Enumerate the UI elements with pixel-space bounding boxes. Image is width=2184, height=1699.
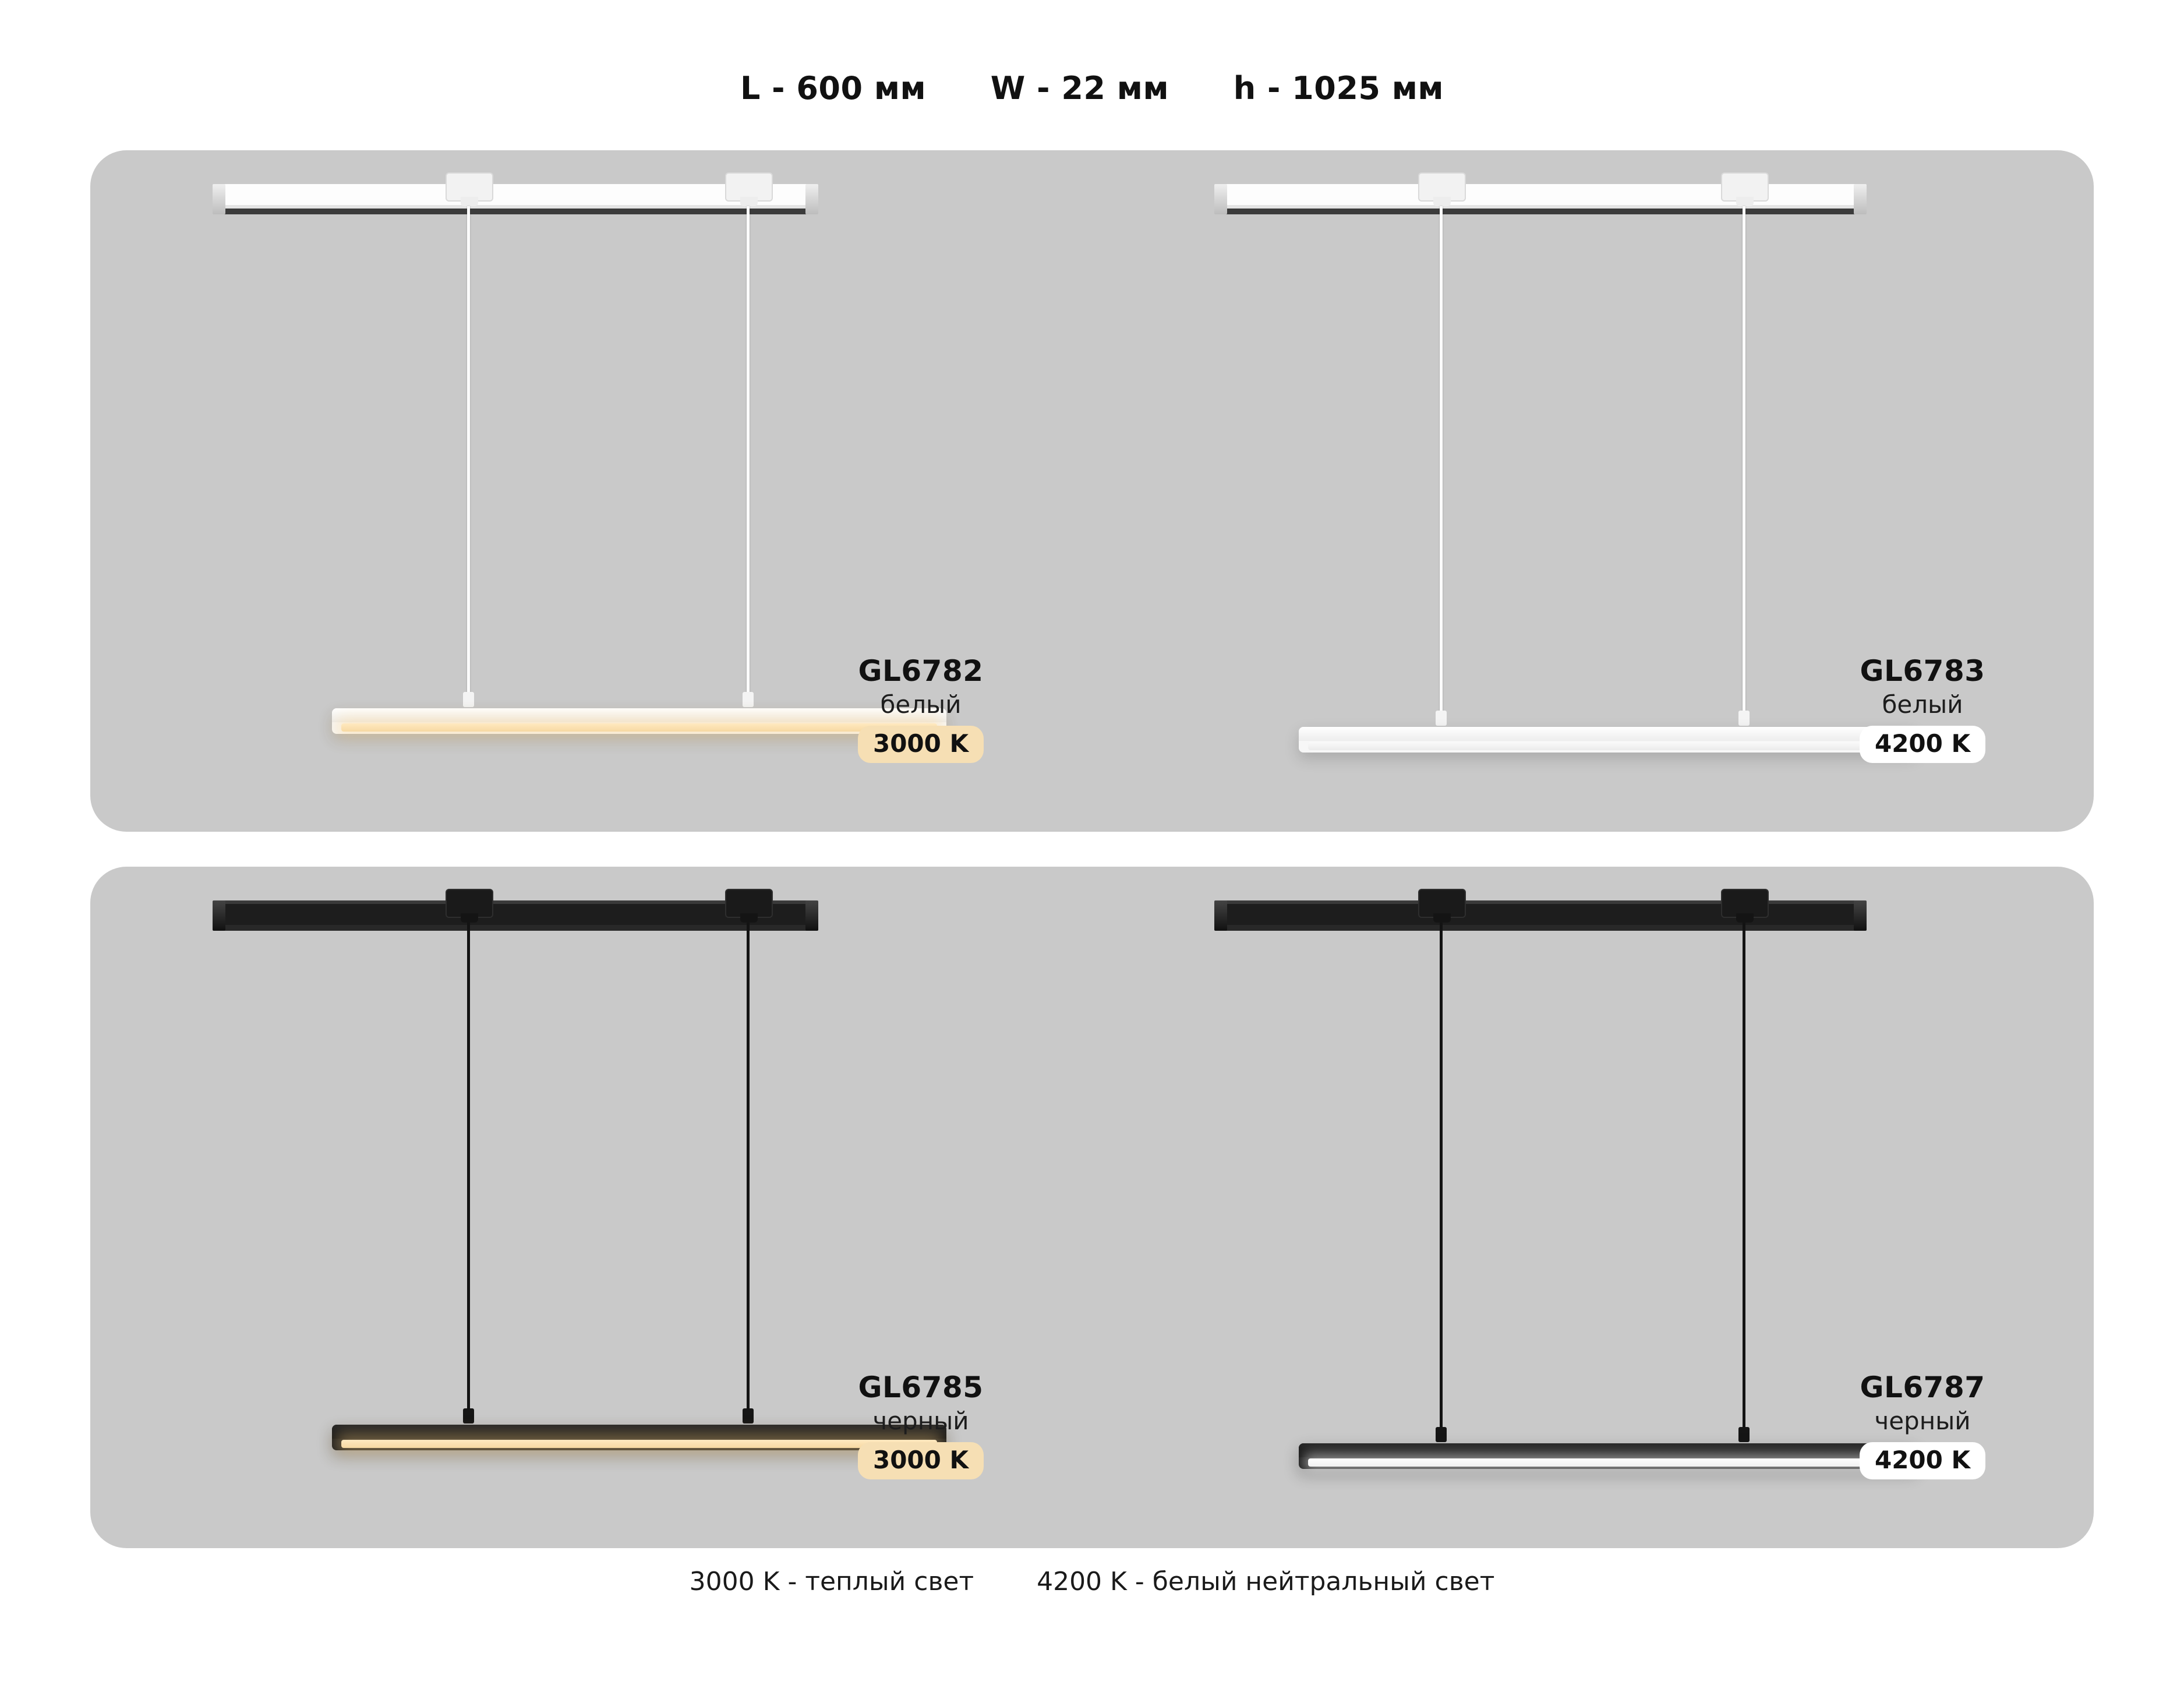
rail-underside	[218, 925, 812, 931]
product-cell-gl6785	[90, 867, 1092, 1548]
product-cell-gl6783	[1092, 150, 2094, 832]
cord-end-cap	[1436, 1427, 1447, 1442]
product-label-gl6785	[810, 1372, 1031, 1479]
suspension-cord	[1743, 923, 1745, 1429]
rail-underside	[1220, 209, 1861, 214]
rail-body	[218, 900, 812, 925]
suspension-cord	[747, 206, 750, 694]
panel-black-products	[90, 867, 2094, 1548]
suspension-cord	[1440, 923, 1443, 1429]
dimension-length: L - 600 мм	[740, 70, 927, 107]
product-code: GL6783	[1860, 654, 1985, 688]
track-rail-black	[218, 900, 812, 933]
track-adapter	[1721, 889, 1769, 918]
cord-end-cap	[743, 1408, 754, 1424]
product-label-gl6787	[1812, 1372, 2033, 1479]
cord-end-cap	[1738, 711, 1750, 726]
suspension-cord	[467, 923, 470, 1411]
product-code: GL6785	[858, 1370, 984, 1404]
legend-warm: 3000 K - теплый свет	[689, 1567, 974, 1596]
rail-end-cap-right	[805, 184, 818, 214]
track-rail-white	[218, 184, 812, 217]
product-code: GL6787	[1860, 1370, 1985, 1404]
legend	[0, 1567, 2184, 1596]
product-label-gl6782	[810, 655, 1031, 763]
suspension-cord	[1743, 206, 1745, 713]
track-adapter	[1721, 172, 1769, 202]
product-label-gl6783	[1812, 655, 2033, 763]
product-color: черный	[1874, 1406, 1971, 1435]
rail-end-cap-left	[213, 900, 225, 931]
cord-end-cap	[463, 1408, 474, 1424]
rail-underside	[1220, 925, 1861, 931]
suspension-cord	[467, 206, 470, 694]
cord-end-cap	[743, 692, 754, 707]
rail-body	[218, 184, 812, 209]
rail-end-cap-left	[213, 184, 225, 214]
track-adapter	[446, 172, 493, 202]
product-panels	[90, 150, 2094, 1548]
rail-end-cap-right	[805, 900, 818, 931]
track-adapter	[1418, 889, 1466, 918]
product-cell-gl6782	[90, 150, 1092, 832]
rail-end-cap-right	[1854, 184, 1867, 214]
product-color: белый	[1882, 690, 1963, 719]
cord-end-cap	[1436, 711, 1447, 726]
cord-end-cap	[1738, 1427, 1750, 1442]
color-temperature-badge: 4200 K	[1860, 1442, 1985, 1479]
track-adapter	[1418, 172, 1466, 202]
track-adapter	[446, 889, 493, 918]
panel-white-products	[90, 150, 2094, 832]
rail-end-cap-left	[1214, 184, 1227, 214]
product-cell-gl6787	[1092, 867, 2094, 1548]
color-temperature-badge: 3000 K	[858, 1442, 984, 1479]
rail-end-cap-right	[1854, 900, 1867, 931]
rail-end-cap-left	[1214, 900, 1227, 931]
product-code: GL6782	[858, 654, 984, 688]
product-color: черный	[872, 1406, 969, 1435]
dimension-width: W - 22 мм	[990, 70, 1169, 107]
track-adapter	[725, 889, 773, 918]
dimension-height: h - 1025 мм	[1233, 70, 1444, 107]
product-color: белый	[880, 690, 962, 719]
cord-end-cap	[463, 692, 474, 707]
legend-cool: 4200 K - белый нейтральный свет	[1037, 1567, 1495, 1596]
suspension-cord	[747, 923, 750, 1411]
track-adapter	[725, 172, 773, 202]
color-temperature-badge: 4200 K	[1860, 726, 1985, 763]
suspension-cord	[1440, 206, 1443, 713]
color-temperature-badge: 3000 K	[858, 726, 984, 763]
dimensions-header	[0, 0, 2184, 107]
rail-underside	[218, 209, 812, 214]
